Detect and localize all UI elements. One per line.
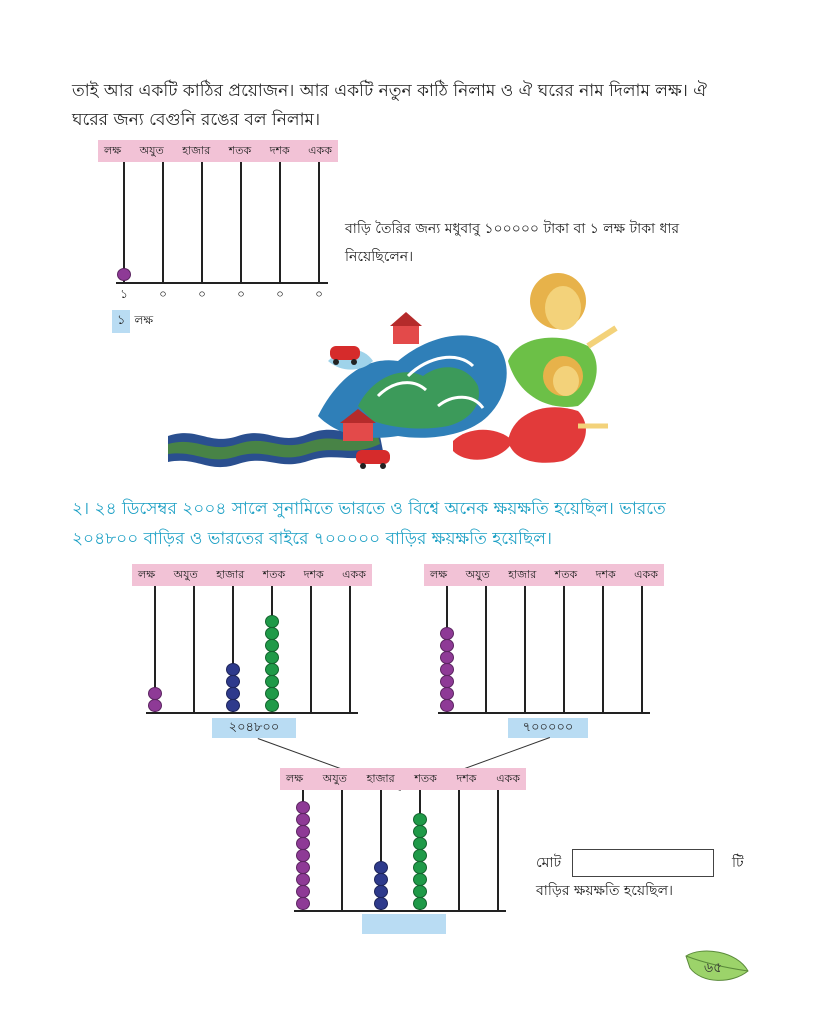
bead-lakh bbox=[440, 663, 454, 676]
place-label-shatak: শতক bbox=[262, 567, 286, 581]
intro-line-2: ঘরের জন্য বেগুনি রঙের বল নিলাম। bbox=[72, 110, 321, 130]
bead-lakh bbox=[117, 268, 131, 281]
bead-hajar bbox=[226, 687, 240, 700]
bead-lakh bbox=[296, 897, 310, 910]
place-label-doshok: দশক bbox=[303, 567, 324, 581]
place-label-doshok: দশক bbox=[456, 771, 477, 785]
place-label-shatak: শতক bbox=[228, 143, 252, 157]
total-prefix: মোট bbox=[536, 855, 562, 871]
place-label-lakh: লক্ষ bbox=[430, 567, 448, 581]
digit-ekok: ০ bbox=[315, 287, 323, 301]
tsunami-illustration bbox=[168, 266, 628, 484]
place-label-ajut: অযুত bbox=[465, 567, 490, 581]
bead-hajar bbox=[226, 663, 240, 676]
lakh-tag bbox=[112, 310, 153, 333]
bead-lakh bbox=[296, 885, 310, 898]
loan-text-line-1: বাড়ি তৈরির জন্য মধুবাবু ১০০০০০ টাকা বা ১ লক্ষ টাকা ধার bbox=[345, 221, 680, 237]
abacus-header bbox=[424, 564, 664, 586]
bead-shatak bbox=[265, 699, 279, 712]
digit-lakh: ১ bbox=[120, 287, 128, 301]
rod-ekok bbox=[349, 586, 351, 712]
rod-shatak bbox=[240, 162, 242, 282]
digit-shatak: ০ bbox=[237, 287, 245, 301]
rod-shatak bbox=[563, 586, 565, 712]
bead-shatak bbox=[413, 861, 427, 874]
abacus-total bbox=[280, 768, 526, 938]
place-label-hajar: হাজার bbox=[216, 567, 245, 581]
total-answer-input[interactable] bbox=[572, 849, 714, 877]
bead-lakh bbox=[148, 687, 162, 700]
page-number: ৬৫ bbox=[704, 960, 723, 976]
place-label-ajut: অযুত bbox=[322, 771, 347, 785]
abacus-base bbox=[294, 910, 506, 912]
abacus-header bbox=[280, 768, 526, 790]
question-line-1: ২। ২৪ ডিসেম্বর ২০০৪ সালে সুনামিতে ভারতে ও বিশ্বে অনেক ক্ষয়ক্ষতি হয়েছিল। ভারতে bbox=[72, 499, 666, 519]
abroad-value-tag: ৭০০০০০ bbox=[508, 718, 588, 738]
rod-doshok bbox=[279, 162, 281, 282]
digit-doshok: ০ bbox=[276, 287, 284, 301]
place-label-ekok: একক bbox=[496, 771, 520, 785]
bead-hajar bbox=[374, 897, 388, 910]
rod-ajut bbox=[193, 586, 195, 712]
place-label-lakh: লক্ষ bbox=[104, 143, 122, 157]
bead-lakh bbox=[440, 699, 454, 712]
place-label-ekok: একক bbox=[634, 567, 658, 581]
bead-hajar bbox=[374, 873, 388, 886]
bead-lakh bbox=[440, 675, 454, 688]
place-label-ajut: অযুত bbox=[173, 567, 198, 581]
place-label-hajar: হাজার bbox=[366, 771, 395, 785]
abacus-header bbox=[132, 564, 372, 586]
rod-ekok bbox=[318, 162, 320, 282]
rod-ekok bbox=[641, 586, 643, 712]
rod-doshok bbox=[602, 586, 604, 712]
bead-lakh bbox=[296, 825, 310, 838]
place-label-ekok: একক bbox=[342, 567, 366, 581]
place-label-doshok: দশক bbox=[269, 143, 290, 157]
rod-doshok bbox=[310, 586, 312, 712]
abacus-india bbox=[132, 564, 372, 744]
bead-shatak bbox=[265, 663, 279, 676]
total-line-2: বাড়ির ক্ষয়ক্ষতি হয়েছিল। bbox=[536, 883, 674, 899]
loan-text-line-2: নিয়েছিলেন। bbox=[345, 249, 414, 265]
india-value-tag: ২০৪৮০০ bbox=[212, 718, 296, 738]
bead-lakh bbox=[440, 651, 454, 664]
bead-hajar bbox=[374, 885, 388, 898]
place-label-lakh: লক্ষ bbox=[286, 771, 304, 785]
bead-lakh bbox=[296, 861, 310, 874]
bead-lakh bbox=[148, 699, 162, 712]
rod-hajar bbox=[201, 162, 203, 282]
place-label-hajar: হাজার bbox=[508, 567, 537, 581]
abacus-base bbox=[438, 712, 650, 714]
bead-shatak bbox=[413, 849, 427, 862]
bead-shatak bbox=[413, 885, 427, 898]
bead-shatak bbox=[413, 897, 427, 910]
place-label-shatak: শতক bbox=[414, 771, 437, 785]
rod-doshok bbox=[458, 790, 460, 910]
bead-shatak bbox=[265, 627, 279, 640]
bead-shatak bbox=[413, 813, 427, 826]
digit-hajar: ০ bbox=[198, 287, 206, 301]
bead-shatak bbox=[265, 687, 279, 700]
question-line-2: ২০৪৮০০ বাড়ির ও ভারতের বাইরে ৭০০০০০ বাড়ির ক্ষয়ক্ষতি হয়েছিল। bbox=[72, 529, 552, 549]
total-value-tag bbox=[362, 914, 446, 934]
bead-shatak bbox=[265, 675, 279, 688]
bead-hajar bbox=[226, 699, 240, 712]
bead-hajar bbox=[226, 675, 240, 688]
intro-line-1: তাই আর একটি কাঠির প্রয়োজন। আর একটি নতুন কাঠি নিলাম ও ঐ ঘরের নাম দিলাম লক্ষ। ঐ bbox=[72, 81, 707, 101]
lakh-tag-word: লক্ষ bbox=[134, 312, 154, 327]
bead-shatak bbox=[265, 651, 279, 664]
rod-hajar bbox=[524, 586, 526, 712]
bead-lakh bbox=[440, 639, 454, 652]
bead-lakh bbox=[296, 801, 310, 814]
place-label-shatak: শতক bbox=[554, 567, 578, 581]
digit-ajut: ০ bbox=[159, 287, 167, 301]
bead-lakh bbox=[296, 837, 310, 850]
bead-shatak bbox=[265, 639, 279, 652]
bead-lakh bbox=[296, 873, 310, 886]
bead-lakh bbox=[440, 687, 454, 700]
bead-shatak bbox=[265, 615, 279, 628]
place-label-hajar: হাজার bbox=[182, 143, 211, 157]
page-number-leaf bbox=[682, 946, 752, 986]
total-suffix: টি bbox=[732, 855, 744, 871]
bead-shatak bbox=[413, 873, 427, 886]
rod-lakh bbox=[123, 162, 125, 282]
lakh-tag-number: ১ bbox=[112, 310, 130, 333]
place-label-ekok: একক bbox=[308, 143, 332, 157]
rod-ajut bbox=[485, 586, 487, 712]
place-label-doshok: দশক bbox=[595, 567, 616, 581]
rod-ajut bbox=[162, 162, 164, 282]
rod-ajut bbox=[341, 790, 343, 910]
bead-lakh bbox=[296, 813, 310, 826]
bead-lakh bbox=[440, 627, 454, 640]
bead-lakh bbox=[296, 849, 310, 862]
bead-shatak bbox=[413, 825, 427, 838]
place-label-ajut: অযুত bbox=[139, 143, 164, 157]
rod-ekok bbox=[497, 790, 499, 910]
abacus-abroad bbox=[424, 564, 664, 744]
abacus-header bbox=[98, 140, 338, 162]
bead-shatak bbox=[413, 837, 427, 850]
abacus-base bbox=[146, 712, 358, 714]
place-label-lakh: লক্ষ bbox=[138, 567, 156, 581]
bead-hajar bbox=[374, 861, 388, 874]
